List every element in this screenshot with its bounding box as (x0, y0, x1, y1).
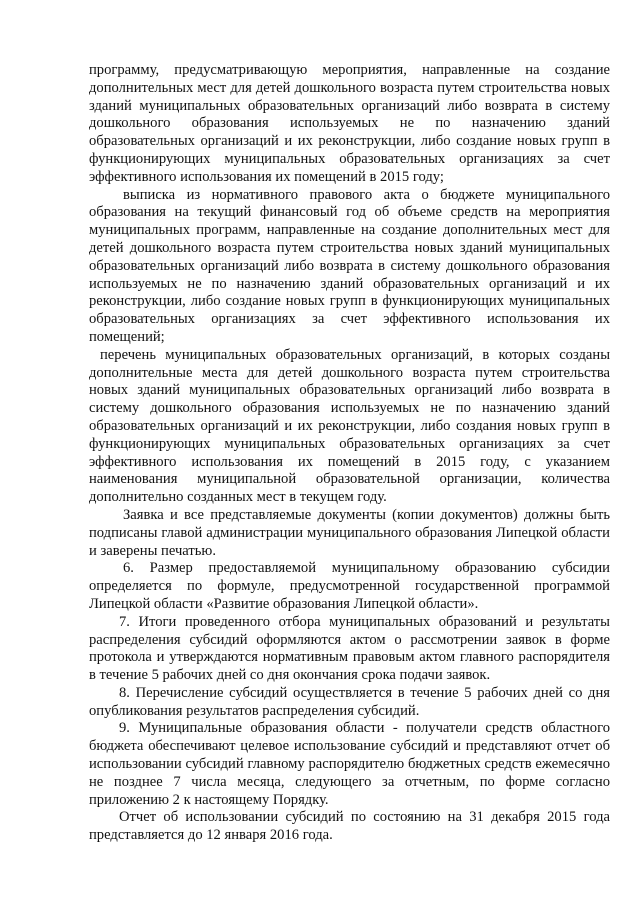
paragraph-item-9: 9. Муниципальные образования области - получатели средств областного бюджета обеспечивают целевое использование субсидий и представляют отчет об использовании субсидий главному распорядителю бюджетных средств ежемесячно не позднее 7 числа месяца, следующего за отчетным, по форме согласно приложению 2 к настоящему Порядку. (89, 720, 610, 808)
paragraph-organizations-list: перечень муниципальных образовательных организаций, в которых созданы дополнительные места для детей дошкольного возраста путем строительства новых зданий муниципальных образовательных организаций либо возврата в систему дошкольного образования используемых не по назначению зданий образовательных организаций и их реконструкции, либо создания новых групп в функционирующих муниципальных образовательных организациях за счет эффективного использования их помещений в 2015 году, с указанием наименования муниципальной образовательной организации, количества дополнительно созданных мест в текущем году. (89, 346, 610, 506)
paragraph-report-deadline: Отчет об использовании субсидий по состоянию на 31 декабря 2015 года представляется до 12 января 2016 года. (89, 809, 610, 844)
paragraph-budget-extract: выписка из нормативного правового акта о бюджете муниципального образования на текущий финансовый год об объеме средств на мероприятия муниципальных программ, направленные на создание дополнительных мест для детей дошкольного возраста путем строительства новых зданий муниципальных образовательных организаций либо возврата в систему дошкольного образования используемых не по назначению зданий образовательных организаций и их реконструкции, либо создание новых групп в функционирующих муниципальных образовательных организациях за счет эффективного использования их помещений; (89, 186, 610, 345)
paragraph-item-8: 8. Перечисление субсидий осуществляется в течение 5 рабочих дней со дня опубликования результатов распределения субсидий. (89, 684, 610, 719)
paragraph-program-continuation: программу, предусматривающую мероприятия, направленные на создание дополнительных мест для детей дошкольного возраста путем строительства новых зданий муниципальных образовательных организаций либо возврата в систему дошкольного образования используемых не по назначению зданий образовательных организаций и их реконструкции, либо создание новых групп в функционирующих муниципальных образовательных организациях за счет эффективного использования их помещений в 2015 году; (89, 62, 610, 185)
paragraph-item-6: 6. Размер предоставляемой муниципальному образованию субсидии определяется по формуле, предусмотренной государственной программой Липецкой области «Развитие образования Липецкой области». (89, 560, 610, 612)
paragraph-application-signing: Заявка и все представляемые документы (копии документов) должны быть подписаны главой администрации муниципального образования Липецкой области и заверены печатью. (89, 506, 610, 559)
document-page (89, 62, 610, 845)
paragraph-item-7: 7. Итоги проведенного отбора муниципальных образований и результаты распределения субсидий оформляются актом о рассмотрении заявок в форме протокола и утверждаются нормативным правовым актом главного распорядителя в течение 5 рабочих дней со дня окончания срока подачи заявок. (89, 613, 610, 684)
